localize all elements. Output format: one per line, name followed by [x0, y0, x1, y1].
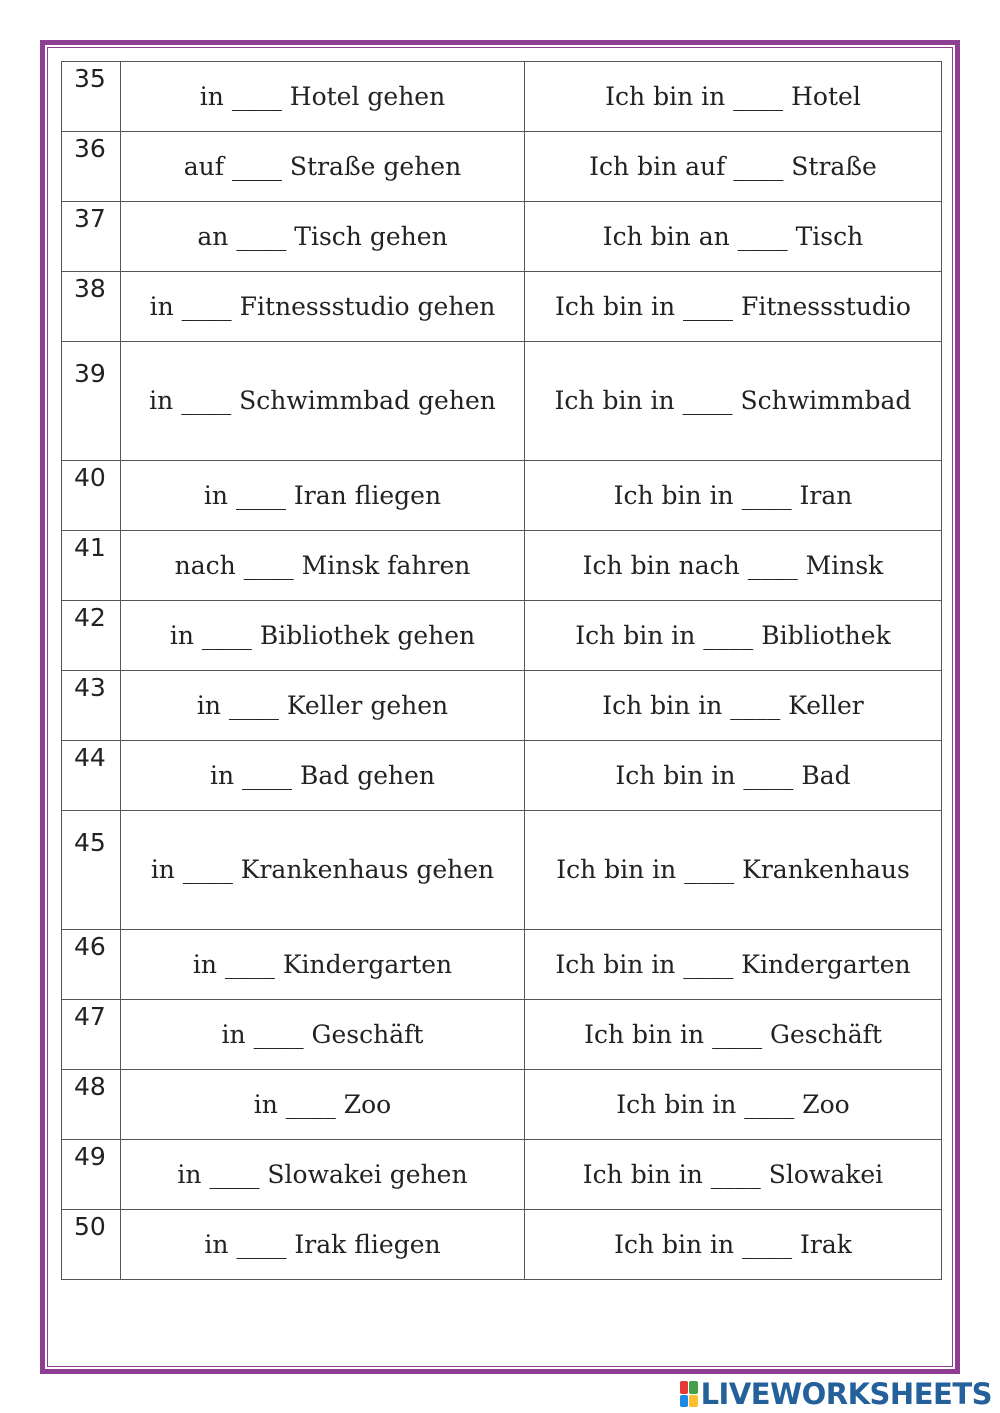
phrase-cell: in ____ Krankenhaus gehen: [121, 811, 525, 930]
row-number: 45: [62, 811, 121, 930]
phrase-cell: in ____ Bad gehen: [121, 741, 525, 811]
answer-cell: Ich bin in ____ Krankenhaus: [525, 811, 942, 930]
table-row: [62, 461, 942, 531]
worksheet-table: [61, 61, 942, 1280]
liveworksheets-logo[interactable]: [680, 1377, 992, 1411]
logo-tile: [689, 1395, 698, 1408]
table-row: [62, 811, 942, 930]
row-number: 35: [62, 62, 121, 132]
answer-cell: Ich bin in ____ Geschäft: [525, 1000, 942, 1070]
answer-cell: Ich bin in ____ Kindergarten: [525, 930, 942, 1000]
answer-cell: Ich bin auf ____ Straße: [525, 132, 942, 202]
row-number: 41: [62, 531, 121, 601]
phrase-cell: in ____ Hotel gehen: [121, 62, 525, 132]
row-number: 47: [62, 1000, 121, 1070]
phrase-cell: in ____ Geschäft: [121, 1000, 525, 1070]
table-row: [62, 671, 942, 741]
table-row: [62, 1210, 942, 1280]
phrase-cell: in ____ Zoo: [121, 1070, 525, 1140]
answer-cell: Ich bin in ____ Iran: [525, 461, 942, 531]
answer-cell: Ich bin in ____ Schwimmbad: [525, 342, 942, 461]
answer-cell: Ich bin in ____ Bibliothek: [525, 601, 942, 671]
table-row: [62, 531, 942, 601]
row-number: 36: [62, 132, 121, 202]
phrase-cell: an ____ Tisch gehen: [121, 202, 525, 272]
table-row: [62, 62, 942, 132]
row-number: 50: [62, 1210, 121, 1280]
logo-tile: [689, 1381, 698, 1394]
answer-cell: Ich bin in ____ Keller: [525, 671, 942, 741]
logo-text: LIVEWORKSHEETS: [700, 1377, 992, 1411]
row-number: 40: [62, 461, 121, 531]
answer-cell: Ich bin nach ____ Minsk: [525, 531, 942, 601]
table-row: [62, 930, 942, 1000]
answer-cell: Ich bin an ____ Tisch: [525, 202, 942, 272]
table-row: [62, 741, 942, 811]
row-number: 46: [62, 930, 121, 1000]
table-row: [62, 601, 942, 671]
row-number: 37: [62, 202, 121, 272]
phrase-cell: in ____ Iran fliegen: [121, 461, 525, 531]
phrase-cell: auf ____ Straße gehen: [121, 132, 525, 202]
table-row: [62, 202, 942, 272]
row-number: 49: [62, 1140, 121, 1210]
phrase-cell: in ____ Schwimmbad gehen: [121, 342, 525, 461]
phrase-cell: nach ____ Minsk fahren: [121, 531, 525, 601]
phrase-cell: in ____ Slowakei gehen: [121, 1140, 525, 1210]
answer-cell: Ich bin in ____ Bad: [525, 741, 942, 811]
row-number: 44: [62, 741, 121, 811]
table-row: [62, 1140, 942, 1210]
table-row: [62, 342, 942, 461]
table-row: [62, 132, 942, 202]
answer-cell: Ich bin in ____ Zoo: [525, 1070, 942, 1140]
logo-tile: [680, 1381, 689, 1394]
logo-tile: [680, 1395, 689, 1408]
row-number: 43: [62, 671, 121, 741]
answer-cell: Ich bin in ____ Irak: [525, 1210, 942, 1280]
row-number: 39: [62, 342, 121, 461]
row-number: 48: [62, 1070, 121, 1140]
liveworksheets-logo-icon: [680, 1381, 698, 1407]
phrase-cell: in ____ Kindergarten: [121, 930, 525, 1000]
table-row: [62, 1000, 942, 1070]
phrase-cell: in ____ Keller gehen: [121, 671, 525, 741]
phrase-cell: in ____ Bibliothek gehen: [121, 601, 525, 671]
phrase-cell: in ____ Irak fliegen: [121, 1210, 525, 1280]
answer-cell: Ich bin in ____ Hotel: [525, 62, 942, 132]
answer-cell: Ich bin in ____ Slowakei: [525, 1140, 942, 1210]
table-row: [62, 272, 942, 342]
answer-cell: Ich bin in ____ Fitnessstudio: [525, 272, 942, 342]
phrase-cell: in ____ Fitnessstudio gehen: [121, 272, 525, 342]
row-number: 42: [62, 601, 121, 671]
row-number: 38: [62, 272, 121, 342]
table-row: [62, 1070, 942, 1140]
